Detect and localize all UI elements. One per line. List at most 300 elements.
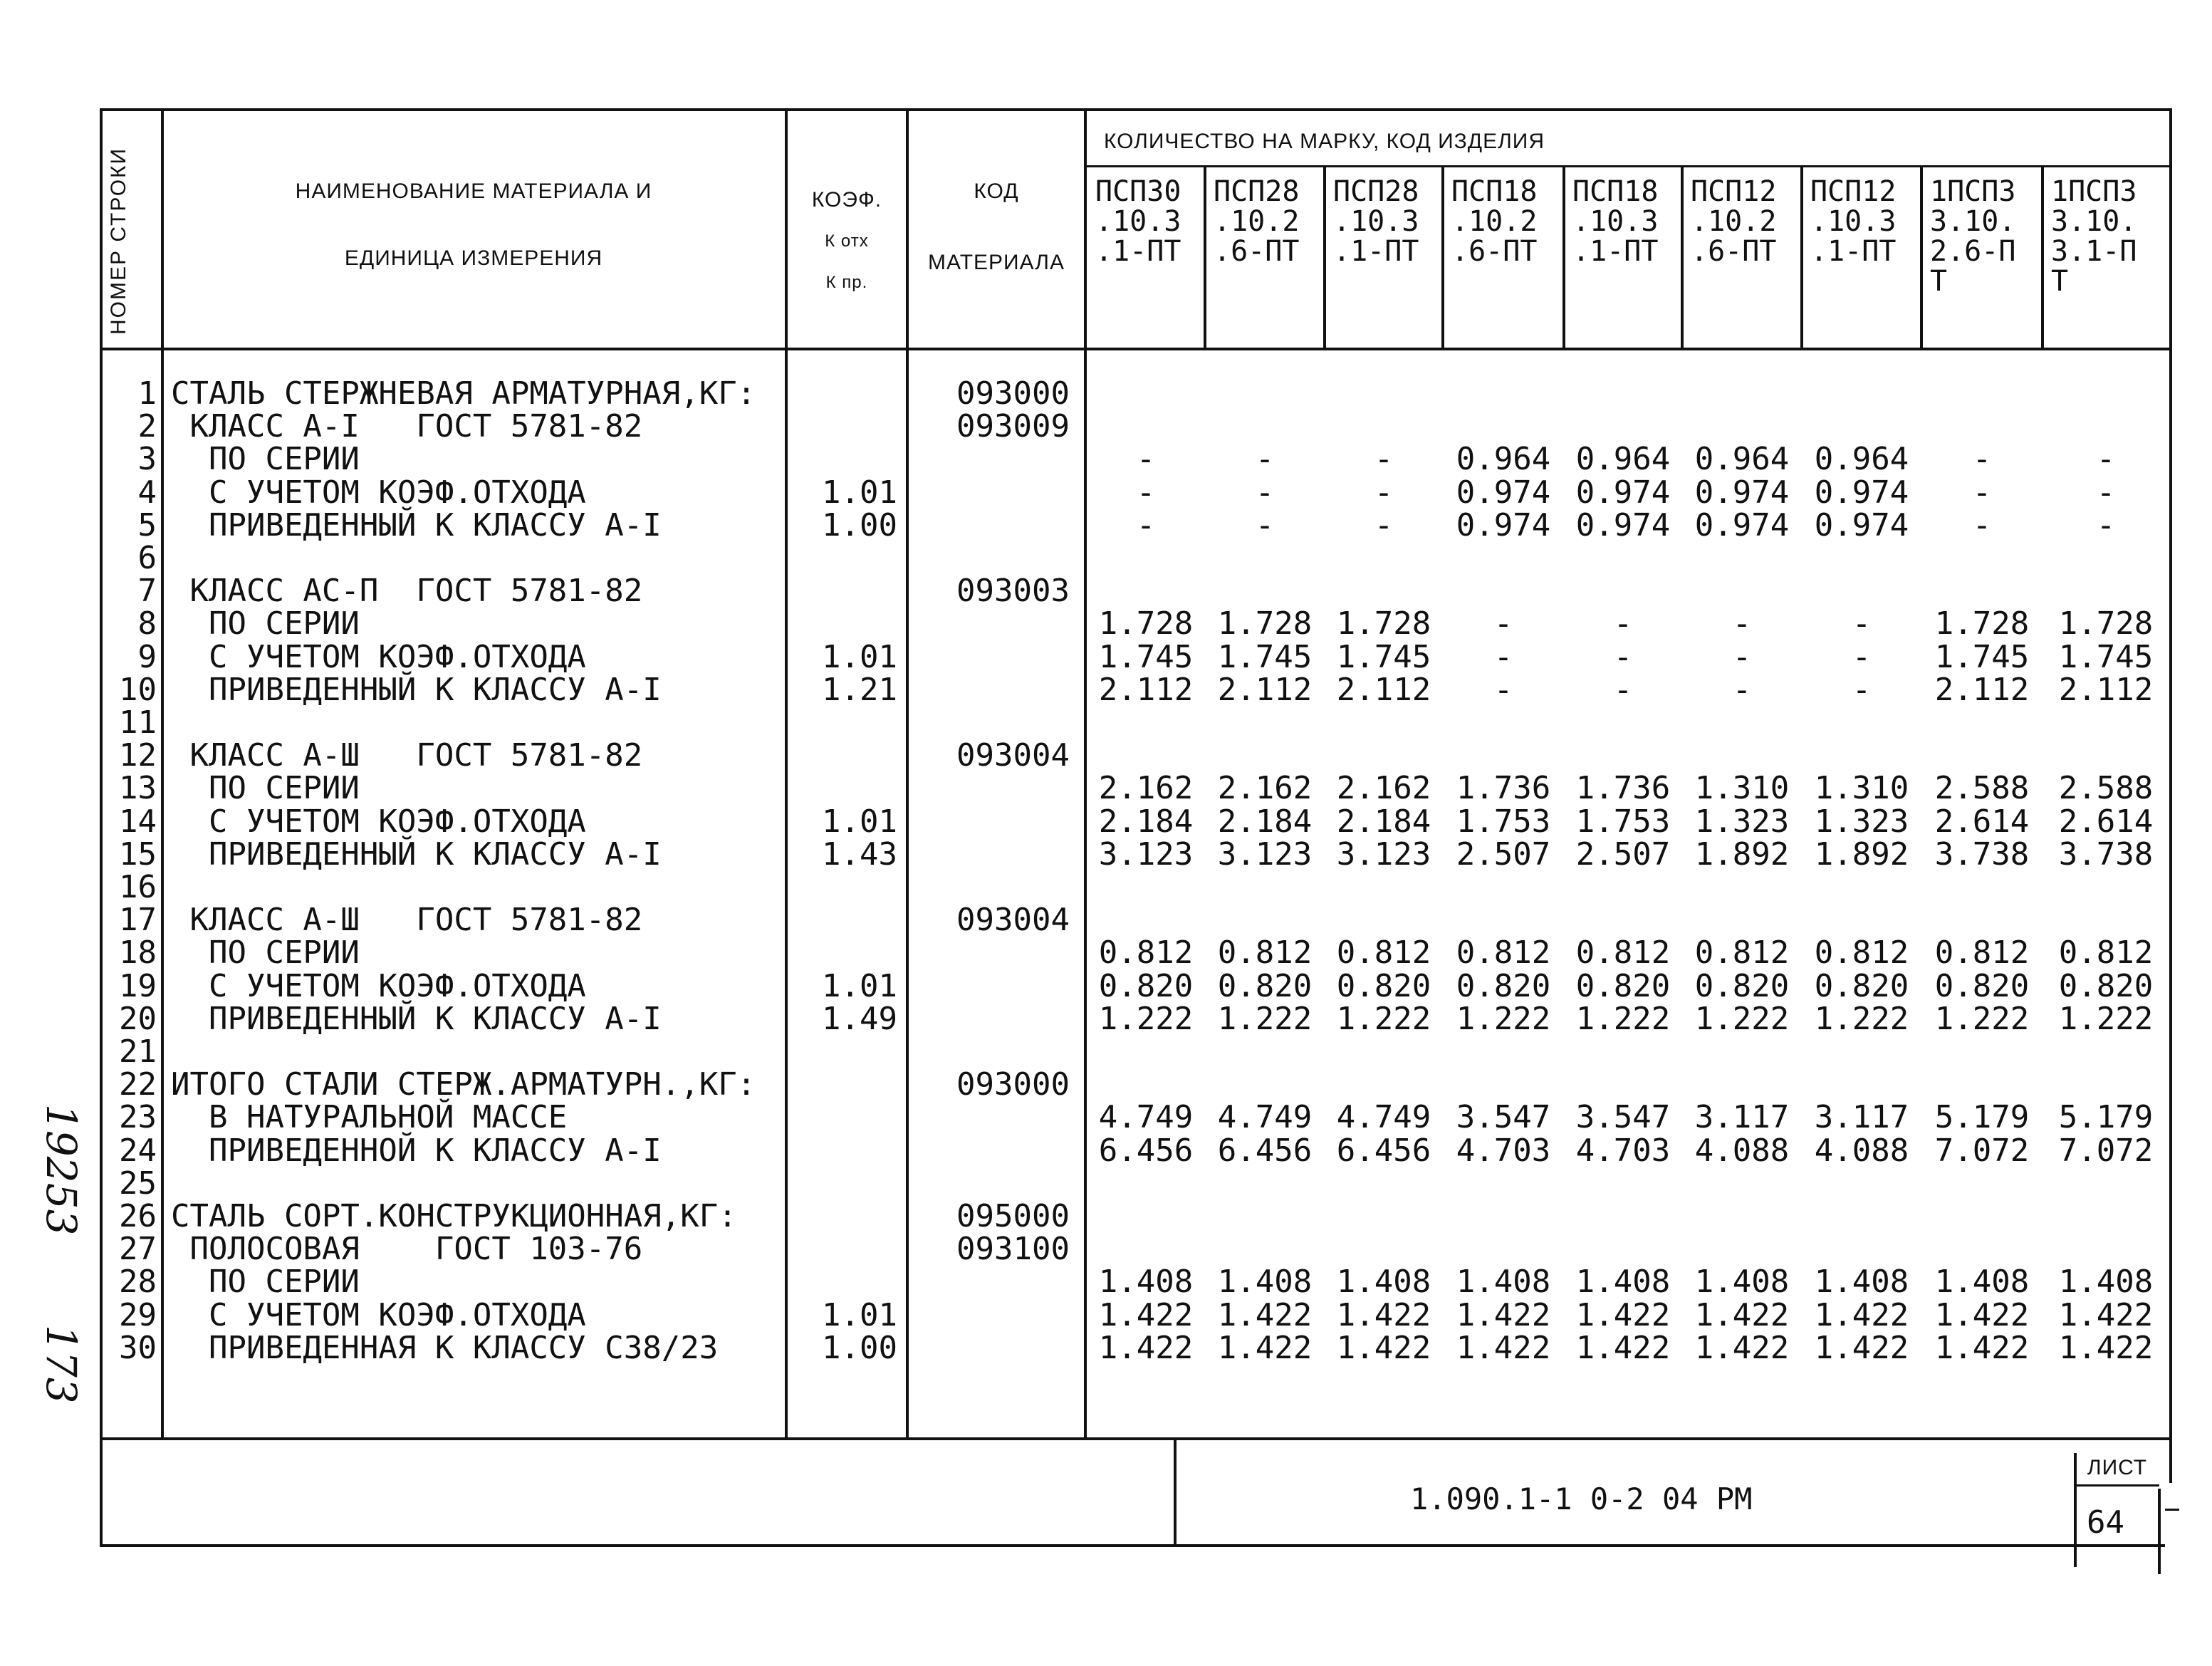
- footer-right-tick: [2165, 1509, 2179, 1511]
- quantity-value: 1.745: [1098, 638, 1194, 675]
- quantity-value: [1682, 410, 1802, 443]
- quantity-value: -: [1613, 671, 1633, 708]
- material-code: [912, 1332, 1070, 1365]
- material-code: 093003: [956, 573, 1070, 610]
- row-number: 27: [119, 1231, 157, 1268]
- material-name: [171, 542, 783, 575]
- quantity-value: [1205, 575, 1325, 608]
- coef-value: 1.49: [822, 1000, 897, 1037]
- quantity-value: -: [1972, 474, 1992, 511]
- coef-value: 1.00: [822, 1329, 897, 1366]
- quantity-value: [2043, 707, 2169, 739]
- product-column-header-line: ПСП30: [1095, 175, 1181, 208]
- coef-value: 1.43: [822, 835, 897, 873]
- quantity-value: 1.422: [2058, 1296, 2154, 1333]
- row-number: 21: [119, 1034, 157, 1070]
- quantity-value: 2.614: [2058, 803, 2154, 840]
- quantity-value: 5.179: [1934, 1099, 2030, 1136]
- material-code: 093004: [956, 902, 1070, 939]
- quantity-value: 0.812: [1814, 934, 1909, 972]
- material-name: [171, 1036, 783, 1068]
- quantity-value: -: [1852, 671, 1872, 708]
- quantity-value: [1564, 410, 1682, 443]
- quantity-value: 2.162: [1217, 770, 1313, 807]
- row-number: 29: [119, 1296, 157, 1333]
- quantity-value: 0.820: [2058, 967, 2154, 1004]
- quantity-value: [2043, 1200, 2169, 1233]
- material-name: [171, 871, 783, 904]
- product-column-header: [1930, 177, 2040, 296]
- row-number: 9: [137, 638, 157, 675]
- material-name: С УЧЕТОМ КОЭФ.ОТХОДА: [171, 803, 586, 840]
- quantity-value: 0.812: [1336, 934, 1431, 972]
- quantity-value: [1087, 904, 1205, 937]
- quantity-value: 0.812: [1934, 934, 2030, 972]
- quantity-value: [1325, 1036, 1443, 1068]
- coef-value: [791, 1200, 897, 1233]
- material-name: ПРИВЕДЕННЫЙ К КЛАССУ А-I: [171, 1000, 662, 1037]
- quantity-value: 2.162: [1098, 770, 1194, 807]
- product-column-header-line: .6-ПТ: [1451, 235, 1538, 268]
- quantity-value: [1087, 1233, 1205, 1266]
- quantity-value: 0.974: [1694, 474, 1790, 511]
- product-column-header-line: ПСП28: [1333, 175, 1419, 208]
- product-column-header: [1451, 177, 1561, 296]
- quantity-value: [1802, 410, 1921, 443]
- material-code: [912, 608, 1070, 640]
- material-name: ПРИВЕДЕННЫЙ К КЛАССУ А-I: [171, 671, 662, 708]
- quantity-value: 1.422: [1336, 1296, 1431, 1333]
- quantity-value: 0.974: [1814, 474, 1909, 511]
- quantity-value: [1443, 739, 1564, 772]
- quantity-value: [1443, 1068, 1564, 1101]
- material-code: [912, 1299, 1070, 1332]
- row-number: 1: [137, 375, 157, 412]
- quantity-value: 2.112: [2058, 671, 2154, 708]
- quantity-value: -: [1613, 605, 1633, 642]
- quantity-value: [1802, 542, 1921, 575]
- quantity-value: 4.703: [1456, 1132, 1551, 1169]
- quantity-value: 2.112: [1217, 671, 1313, 708]
- footer-sep-main: [1174, 1439, 1177, 1546]
- qty-col-sep-4: [1563, 167, 1565, 349]
- product-column-header-line: 1ПСП3: [2051, 175, 2137, 208]
- coef-value: [791, 937, 897, 969]
- quantity-value: [1325, 739, 1443, 772]
- quantity-value: 0.974: [1814, 506, 1909, 543]
- quantity-value: -: [1732, 605, 1752, 642]
- quantity-value: 2.112: [1098, 671, 1194, 708]
- quantity-value: [1087, 575, 1205, 608]
- product-column-header-line: 3.10.: [1930, 205, 2016, 238]
- quantity-value: 1.408: [1336, 1264, 1431, 1301]
- qty-col-sep-8: [2041, 167, 2044, 349]
- quantity-value: [1205, 1036, 1325, 1068]
- quantity-value: [2043, 1233, 2169, 1266]
- quantity-value: [1443, 1036, 1564, 1068]
- quantity-value: 1.408: [1575, 1264, 1671, 1301]
- quantity-value: -: [1255, 474, 1275, 511]
- material-code: [912, 1167, 1070, 1200]
- quantity-value: 1.222: [1098, 1000, 1194, 1037]
- material-name: ПО СЕРИИ: [171, 1264, 360, 1301]
- col-sep-name: [785, 108, 788, 1439]
- quantity-value: 2.184: [1217, 803, 1313, 840]
- coef-value: [791, 378, 897, 410]
- row-number: 14: [119, 803, 157, 840]
- quantity-value: [1205, 378, 1325, 410]
- coef-value: [791, 1167, 897, 1200]
- product-column-header-line: .1-ПТ: [1810, 235, 1897, 268]
- footer-sheet-divider: [2074, 1484, 2159, 1487]
- quantity-value: [1921, 1167, 2043, 1200]
- quantity-value: 0.820: [1934, 967, 2030, 1004]
- material-code: [912, 443, 1070, 476]
- product-column-header-line: [1451, 266, 1561, 296]
- quantity-value: [1443, 575, 1564, 608]
- quantity-value: -: [1493, 638, 1513, 675]
- coef-value: 1.01: [822, 967, 897, 1004]
- coef-value: [791, 608, 897, 640]
- coef-value: [791, 1068, 897, 1101]
- footer-right-edge: [2158, 1489, 2161, 1574]
- material-name: С УЧЕТОМ КОЭФ.ОТХОДА: [171, 638, 586, 675]
- quantity-value: [1087, 707, 1205, 739]
- quantity-value: 1.323: [1694, 803, 1790, 840]
- quantity-value: [2043, 1068, 2169, 1101]
- quantity-value: [1325, 410, 1443, 443]
- quantity-value: 0.812: [1575, 934, 1671, 972]
- product-column-header-line: 2.6-П: [1930, 235, 2016, 268]
- quantity-value: [1921, 904, 2043, 937]
- product-column-header-line: .6-ПТ: [1691, 235, 1777, 268]
- material-name: ПРИВЕДЕННАЯ К КЛАССУ С38/23: [171, 1329, 719, 1366]
- qty-col-sep-7: [1920, 167, 1923, 349]
- quantity-value: [1682, 1233, 1802, 1266]
- quantity-value: 1.422: [2058, 1329, 2154, 1366]
- material-code: [912, 1135, 1070, 1167]
- quantity-value: 1.222: [1336, 1000, 1431, 1037]
- quantity-value: [1564, 575, 1682, 608]
- material-code: [912, 1266, 1070, 1298]
- quantity-value: 3.117: [1694, 1099, 1790, 1136]
- material-code: 093100: [956, 1231, 1070, 1268]
- quantity-value: 2.162: [1336, 770, 1431, 807]
- material-name: [171, 1167, 783, 1200]
- material-code: 093009: [956, 408, 1070, 445]
- col-sep-rownum: [161, 108, 164, 1439]
- quantity-value: [1682, 904, 1802, 937]
- quantity-value: [1682, 1200, 1802, 1233]
- material-code: [912, 937, 1070, 969]
- quantity-value: 0.812: [1217, 934, 1313, 972]
- quantity-value: [1921, 1200, 2043, 1233]
- quantity-value: 0.974: [1456, 474, 1551, 511]
- quantity-value: [1564, 1167, 1682, 1200]
- product-column-header-line: [1572, 266, 1679, 296]
- quantity-value: 6.456: [1098, 1132, 1194, 1169]
- quantity-value: 1.745: [1934, 638, 2030, 675]
- quantity-value: [1802, 1167, 1921, 1200]
- material-code: 095000: [956, 1198, 1070, 1234]
- product-column-header: [1691, 177, 1799, 296]
- quantity-value: 1.728: [1217, 605, 1313, 642]
- material-name: ИТОГО СТАЛИ СТЕРЖ.АРМАТУРН.,КГ:: [171, 1066, 756, 1103]
- quantity-value: 2.614: [1934, 803, 2030, 840]
- material-name: ПРИВЕДЕННЫЙ К КЛАССУ А-I: [171, 835, 662, 873]
- quantity-value: 4.088: [1814, 1132, 1909, 1169]
- product-column-header-line: ПСП18: [1451, 175, 1538, 208]
- frame-top-line: [100, 108, 2172, 111]
- quantity-value: 3.123: [1217, 835, 1313, 873]
- quantity-value: 4.088: [1694, 1132, 1790, 1169]
- quantity-value: [1443, 707, 1564, 739]
- quantity-value: 1.422: [1575, 1296, 1671, 1333]
- quantity-value: 1.222: [1456, 1000, 1551, 1037]
- quantity-value: [1921, 871, 2043, 904]
- quantity-value: [1564, 1233, 1682, 1266]
- material-name: С УЧЕТОМ КОЭФ.ОТХОДА: [171, 1296, 586, 1333]
- quantity-value: [1443, 871, 1564, 904]
- quantity-value: 1.222: [1934, 1000, 2030, 1037]
- quantity-value: [2043, 739, 2169, 772]
- quantity-value: [2043, 378, 2169, 410]
- material-name: КЛАСС А-Ш ГОСТ 5781-82: [171, 737, 643, 774]
- quantity-value: [1564, 904, 1682, 937]
- quantity-value: [1682, 575, 1802, 608]
- quantity-value: 3.123: [1336, 835, 1431, 873]
- quantity-value: -: [1493, 671, 1513, 708]
- row-number: 13: [119, 770, 157, 807]
- row-number: 19: [119, 967, 157, 1004]
- quantity-value: [2043, 410, 2169, 443]
- coef-value: [791, 443, 897, 476]
- coef-value: [791, 1266, 897, 1298]
- quantity-value: [1802, 1036, 1921, 1068]
- qty-col-sep-6: [1800, 167, 1803, 349]
- material-code: [912, 477, 1070, 509]
- row-number: 5: [137, 506, 157, 543]
- quantity-value: 0.820: [1694, 967, 1790, 1004]
- material-code: 093004: [956, 737, 1070, 774]
- quantity-value: [1443, 378, 1564, 410]
- quantity-value: 0.974: [1694, 506, 1790, 543]
- quantity-value: 1.323: [1814, 803, 1909, 840]
- material-name-header: НАИМЕНОВАНИЕ МАТЕРИАЛА И ЕДИНИЦА ИЗМЕРЕНИЯ: [295, 179, 652, 270]
- coef-value: [791, 542, 897, 575]
- quantity-value: [1921, 739, 2043, 772]
- quantity-value: 4.703: [1575, 1132, 1671, 1169]
- material-name: КЛАСС А-Ш ГОСТ 5781-82: [171, 902, 643, 939]
- material-code: [912, 1101, 1070, 1134]
- product-column-header-line: .1-ПТ: [1333, 235, 1419, 268]
- material-name: ПРИВЕДЕННЫЙ К КЛАССУ А-I: [171, 506, 662, 543]
- material-code: [912, 1003, 1070, 1036]
- quantity-value: 2.588: [2058, 770, 2154, 807]
- row-number: 30: [119, 1329, 157, 1366]
- quantity-value: 4.749: [1098, 1099, 1194, 1136]
- quantity-value: 0.974: [1575, 506, 1671, 543]
- quantity-value: [2043, 1167, 2169, 1200]
- quantity-value: 1.408: [2058, 1264, 2154, 1301]
- row-number: 16: [119, 869, 157, 905]
- quantity-value: [2043, 1036, 2169, 1068]
- quantity-value: [1564, 1068, 1682, 1101]
- quantity-value: 1.310: [1694, 770, 1790, 807]
- quantity-value: [1682, 1167, 1802, 1200]
- product-column-header-line: [1214, 266, 1322, 296]
- quantity-value: [1682, 739, 1802, 772]
- row-number-header: НОМЕР СТРОКИ: [107, 147, 130, 335]
- row-number: 2: [137, 408, 157, 445]
- quantity-value: [1325, 1068, 1443, 1101]
- product-column-header-line: .6-ПТ: [1214, 235, 1300, 268]
- product-column-header-line: .10.3: [1810, 205, 1897, 238]
- coef-value: 1.01: [822, 1296, 897, 1333]
- quantity-value: [1443, 1200, 1564, 1233]
- quantity-value: [1205, 739, 1325, 772]
- quantity-value: 3.123: [1098, 835, 1194, 873]
- quantity-value: [1205, 1068, 1325, 1101]
- quantity-value: 0.964: [1456, 441, 1551, 478]
- product-column-header-line: .10.3: [1333, 205, 1419, 238]
- quantity-value: [1325, 1233, 1443, 1266]
- quantity-value: 1.422: [1217, 1296, 1313, 1333]
- product-column-header-line: 1ПСП3: [1930, 175, 2016, 208]
- quantity-value: 1.422: [1456, 1296, 1551, 1333]
- material-code: 093000: [956, 1066, 1070, 1103]
- material-name: СТАЛЬ СТЕРЖНЕВАЯ АРМАТУРНАЯ,КГ:: [171, 375, 756, 412]
- quantity-value: 2.112: [1336, 671, 1431, 708]
- quantity-value: -: [1852, 605, 1872, 642]
- quantity-value: 0.812: [2058, 934, 2154, 972]
- product-column-header-line: .1-ПТ: [1572, 235, 1659, 268]
- row-number: 20: [119, 1000, 157, 1037]
- product-column-header-line: [1691, 266, 1799, 296]
- quantity-value: [1682, 542, 1802, 575]
- quantity-value: 4.749: [1217, 1099, 1313, 1136]
- quantity-value: 0.964: [1694, 441, 1790, 478]
- quantity-value: -: [1852, 638, 1872, 675]
- quantity-value: -: [1732, 638, 1752, 675]
- quantity-value: 0.964: [1575, 441, 1671, 478]
- material-code: 093000: [956, 375, 1070, 412]
- quantity-value: 1.408: [1934, 1264, 2030, 1301]
- quantity-value: [1205, 871, 1325, 904]
- quantity-value: [1921, 575, 2043, 608]
- quantity-value: 1.422: [1814, 1296, 1909, 1333]
- coef-value: [791, 772, 897, 805]
- product-column-header-line: [1810, 266, 1919, 296]
- quantity-value: 0.820: [1456, 967, 1551, 1004]
- quantity-value: -: [1493, 605, 1513, 642]
- coef-value: [791, 707, 897, 739]
- product-column-header: [1214, 177, 1322, 296]
- quantity-value: 3.547: [1575, 1099, 1671, 1136]
- product-column-header: [1095, 177, 1202, 296]
- margin-note-top: 19253: [37, 1104, 85, 1236]
- material-name: КЛАСС АС-П ГОСТ 5781-82: [171, 573, 643, 610]
- quantity-value: [1325, 542, 1443, 575]
- material-name: С УЧЕТОМ КОЭФ.ОТХОДА: [171, 967, 586, 1004]
- quantity-value: -: [1613, 638, 1633, 675]
- material-code: [912, 1036, 1070, 1068]
- quantity-value: 0.812: [1694, 934, 1790, 972]
- quantity-value: -: [1255, 441, 1275, 478]
- header-bottom-line: [100, 348, 2172, 350]
- quantity-value: 1.222: [1217, 1000, 1313, 1037]
- quantity-value: -: [2096, 506, 2116, 543]
- quantity-value: [1682, 1036, 1802, 1068]
- quantity-value: [1802, 707, 1921, 739]
- product-column-header-line: Т: [1930, 265, 1948, 298]
- quantity-value: [1802, 378, 1921, 410]
- quantity-value: [1087, 871, 1205, 904]
- quantity-value: -: [1972, 441, 1992, 478]
- frame-right-line: [2169, 108, 2172, 1483]
- quantity-value: [1443, 1233, 1564, 1266]
- material-code: [912, 674, 1070, 707]
- product-column-header: [2051, 177, 2166, 296]
- product-column-header-line: .10.2: [1214, 205, 1300, 238]
- material-name: ПО СЕРИИ: [171, 441, 360, 478]
- row-number: 24: [119, 1132, 157, 1169]
- quantity-value: -: [1136, 474, 1156, 511]
- product-column-header-line: ПСП12: [1691, 175, 1777, 208]
- quantity-value: 0.820: [1575, 967, 1671, 1004]
- coef-value: 1.01: [822, 474, 897, 511]
- quantity-value: 2.507: [1456, 835, 1551, 873]
- quantity-value: -: [1374, 506, 1394, 543]
- quantity-value: [1564, 739, 1682, 772]
- quantity-value: [1325, 871, 1443, 904]
- quantity-value: 1.422: [1934, 1329, 2030, 1366]
- quantity-value: 1.222: [1575, 1000, 1671, 1037]
- quantity-value: [1682, 378, 1802, 410]
- quantity-value: [1205, 1233, 1325, 1266]
- quantity-value: 1.728: [1934, 605, 2030, 642]
- row-number: 3: [137, 441, 157, 478]
- product-column-header-line: 3.10.: [2051, 205, 2137, 238]
- quantity-value: [1205, 1200, 1325, 1233]
- quantity-value: 6.456: [1217, 1132, 1313, 1169]
- row-number: 8: [137, 605, 157, 642]
- material-name: [171, 707, 783, 739]
- quantity-value: [1443, 1167, 1564, 1200]
- product-column-header-line: ПСП12: [1810, 175, 1897, 208]
- row-number: 11: [119, 704, 157, 741]
- row-number: 10: [119, 671, 157, 708]
- frame-bottom-line: [100, 1544, 2165, 1547]
- quantity-value: 1.892: [1814, 835, 1909, 873]
- quantity-value: -: [2096, 441, 2116, 478]
- quantity-value: 1.422: [1456, 1329, 1551, 1366]
- material-code: [912, 641, 1070, 674]
- quantity-value: [1087, 1200, 1205, 1233]
- row-number: 23: [119, 1099, 157, 1136]
- quantity-value: [1205, 904, 1325, 937]
- quantity-value: [1921, 1233, 2043, 1266]
- row-number: 17: [119, 902, 157, 939]
- quantity-value: 0.820: [1098, 967, 1194, 1004]
- coef-value: [791, 739, 897, 772]
- material-code: [912, 542, 1070, 575]
- material-name: КЛАСС А-I ГОСТ 5781-82: [171, 408, 643, 445]
- quantity-value: 1.422: [1575, 1329, 1671, 1366]
- material-name: С УЧЕТОМ КОЭФ.ОТХОДА: [171, 474, 586, 511]
- coef-value: [791, 575, 897, 608]
- quantity-value: 1.422: [1694, 1329, 1790, 1366]
